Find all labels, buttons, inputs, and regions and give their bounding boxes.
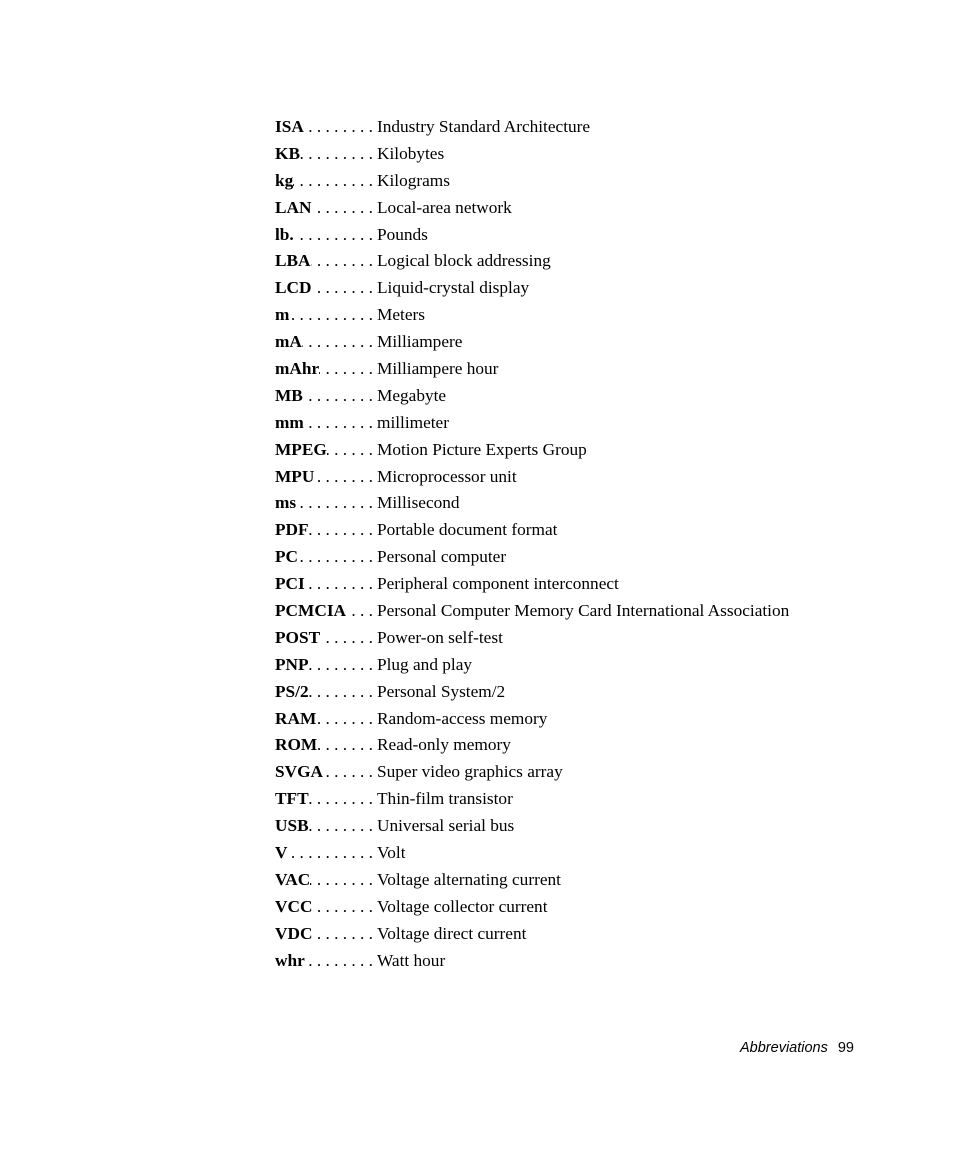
page-footer xyxy=(740,1039,854,1057)
abbreviation-definition: Local-area network xyxy=(377,197,512,217)
abbreviation-term: RAM xyxy=(275,708,317,728)
dot-leader xyxy=(304,410,377,437)
abbreviation-definition: Voltage alternating current xyxy=(377,869,561,889)
abbreviation-definition: Plug and play xyxy=(377,654,473,674)
abbreviation-definition: Personal computer xyxy=(377,547,507,567)
abbreviation-definition: Motion Picture Experts Group xyxy=(377,439,587,459)
abbreviation-term: LCD xyxy=(275,278,312,298)
abbreviation-term: VDC xyxy=(275,923,313,943)
abbreviation-definition: Voltage direct current xyxy=(377,923,527,943)
abbreviation-entry xyxy=(275,114,915,141)
abbreviation-term: PC xyxy=(275,547,299,567)
dot-leader xyxy=(305,948,377,975)
abbreviation-term: MB xyxy=(275,385,303,405)
abbreviation-definition: Kilograms xyxy=(377,170,450,190)
dot-leader xyxy=(309,786,377,813)
abbreviation-term: TFT xyxy=(275,789,309,809)
abbreviation-term: whr xyxy=(275,950,305,970)
page-number: 99 xyxy=(837,1040,854,1056)
abbreviation-definition: Portable document format xyxy=(377,520,558,540)
dot-leader xyxy=(296,490,377,517)
dot-leader xyxy=(314,464,377,491)
dot-leader xyxy=(294,222,377,249)
abbreviation-entry xyxy=(275,248,915,275)
abbreviation-term: MPU xyxy=(275,466,315,486)
abbreviation-term: V xyxy=(275,843,288,863)
dot-leader xyxy=(317,732,377,759)
abbreviation-term: m xyxy=(275,305,290,325)
abbreviation-entry xyxy=(275,141,915,168)
abbreviation-definition: Read-only memory xyxy=(377,735,511,755)
abbreviation-entry xyxy=(275,706,915,733)
dot-leader xyxy=(311,248,377,275)
dot-leader xyxy=(312,921,377,948)
dot-leader xyxy=(319,356,377,383)
abbreviation-term: PCI xyxy=(275,574,305,594)
dot-leader xyxy=(327,437,377,464)
abbreviation-term: ISA xyxy=(275,117,304,136)
abbreviation-definition: Thin-film transistor xyxy=(377,789,513,809)
abbreviation-definition: Watt hour xyxy=(377,950,446,970)
dot-leader xyxy=(305,571,377,598)
abbreviation-entry xyxy=(275,356,915,383)
dot-leader xyxy=(293,168,377,195)
abbreviation-definition: Milliampere xyxy=(377,332,463,352)
abbreviation-term: PDF xyxy=(275,520,309,540)
dot-leader xyxy=(309,652,377,679)
dot-leader xyxy=(298,544,377,571)
abbreviation-entry xyxy=(275,759,915,786)
abbreviation-entry xyxy=(275,275,915,302)
dot-leader xyxy=(309,813,377,840)
abbreviation-entry xyxy=(275,867,915,894)
dot-leader xyxy=(287,840,377,867)
dot-leader xyxy=(346,598,377,625)
abbreviation-entry xyxy=(275,813,915,840)
abbreviation-entry xyxy=(275,571,915,598)
abbreviation-term: USB xyxy=(275,816,309,836)
abbreviation-term: mA xyxy=(275,332,302,352)
abbreviation-term: mm xyxy=(275,412,304,432)
abbreviation-definition: Super video graphics array xyxy=(377,762,563,782)
abbreviation-entry xyxy=(275,329,915,356)
abbreviation-definition: Microprocessor unit xyxy=(377,466,517,486)
abbreviation-definition: Random-access memory xyxy=(377,708,548,728)
abbreviation-definition: Kilobytes xyxy=(377,143,445,163)
dot-leader xyxy=(302,329,377,356)
abbreviation-term: POST xyxy=(275,627,321,647)
abbreviation-definition: Millisecond xyxy=(377,493,460,513)
abbreviation-term: MPEG xyxy=(275,439,327,459)
abbreviation-entry xyxy=(275,786,915,813)
abbreviation-term: ROM xyxy=(275,735,318,755)
dot-leader xyxy=(289,302,377,329)
abbreviation-entry xyxy=(275,464,915,491)
abbreviation-term: lb. xyxy=(275,224,294,244)
abbreviation-term: mAhr xyxy=(275,359,320,379)
abbreviation-term: LAN xyxy=(275,197,312,217)
dot-leader xyxy=(316,706,377,733)
abbreviation-term: VCC xyxy=(275,896,313,916)
abbreviation-entry xyxy=(275,195,915,222)
abbreviation-definition: Personal Computer Memory Card International Association xyxy=(377,601,790,621)
abbreviation-entry xyxy=(275,168,915,195)
dot-leader xyxy=(304,114,377,141)
abbreviation-definition: Pounds xyxy=(377,224,428,244)
dot-leader xyxy=(309,679,377,706)
abbreviation-definition: Meters xyxy=(377,305,425,325)
dot-leader xyxy=(303,383,377,410)
abbreviation-definition: Power-on self-test xyxy=(377,627,503,647)
abbreviation-entry xyxy=(275,302,915,329)
abbreviation-entry xyxy=(275,598,915,625)
abbreviation-definition: Logical block addressing xyxy=(377,251,551,271)
abbreviation-definition: Liquid-crystal display xyxy=(377,278,530,298)
abbreviation-entry xyxy=(275,921,915,948)
abbreviation-entry xyxy=(275,840,915,867)
abbreviation-term: SVGA xyxy=(275,762,324,782)
dot-leader xyxy=(312,894,377,921)
dot-leader xyxy=(300,141,377,168)
abbreviation-term: kg xyxy=(275,170,294,190)
abbreviation-entry xyxy=(275,517,915,544)
abbreviation-entry xyxy=(275,625,915,652)
dot-leader xyxy=(320,625,377,652)
abbreviation-term: KB xyxy=(275,143,300,163)
abbreviation-entry xyxy=(275,383,915,410)
abbreviation-entry xyxy=(275,652,915,679)
abbreviation-term: PCMCIA xyxy=(275,601,347,621)
abbreviation-definition: millimeter xyxy=(377,412,449,432)
abbreviation-term: VAC xyxy=(275,869,311,889)
abbreviation-term: PS/2 xyxy=(275,681,309,701)
abbreviation-entry xyxy=(275,544,915,571)
abbreviation-term: PNP xyxy=(275,654,309,674)
footer-section-title: Abbreviations xyxy=(740,1040,828,1056)
abbreviation-definition: Universal serial bus xyxy=(377,816,515,836)
abbreviation-entry xyxy=(275,679,915,706)
abbreviation-definition: Peripheral component interconnect xyxy=(377,574,619,594)
abbreviation-list xyxy=(275,114,915,975)
abbreviation-entry xyxy=(275,948,915,975)
abbreviation-entry xyxy=(275,894,915,921)
abbreviation-definition: Volt xyxy=(377,843,406,863)
abbreviation-definition: Personal System/2 xyxy=(377,681,506,701)
abbreviation-definition: Voltage collector current xyxy=(377,896,548,916)
abbreviation-definition: Industry Standard Architecture xyxy=(377,117,591,136)
dot-leader xyxy=(312,195,378,222)
abbreviation-entry xyxy=(275,732,915,759)
dot-leader xyxy=(323,759,377,786)
abbreviation-term: ms xyxy=(275,493,297,513)
abbreviation-entry xyxy=(275,410,915,437)
dot-leader xyxy=(310,867,377,894)
abbreviation-entry xyxy=(275,222,915,249)
dot-leader xyxy=(312,275,378,302)
abbreviation-definition: Megabyte xyxy=(377,385,447,405)
abbreviation-term: LBA xyxy=(275,251,311,271)
abbreviation-definition: Milliampere hour xyxy=(377,359,499,379)
dot-leader xyxy=(309,517,377,544)
abbreviation-entry xyxy=(275,490,915,517)
abbreviation-entry xyxy=(275,437,915,464)
